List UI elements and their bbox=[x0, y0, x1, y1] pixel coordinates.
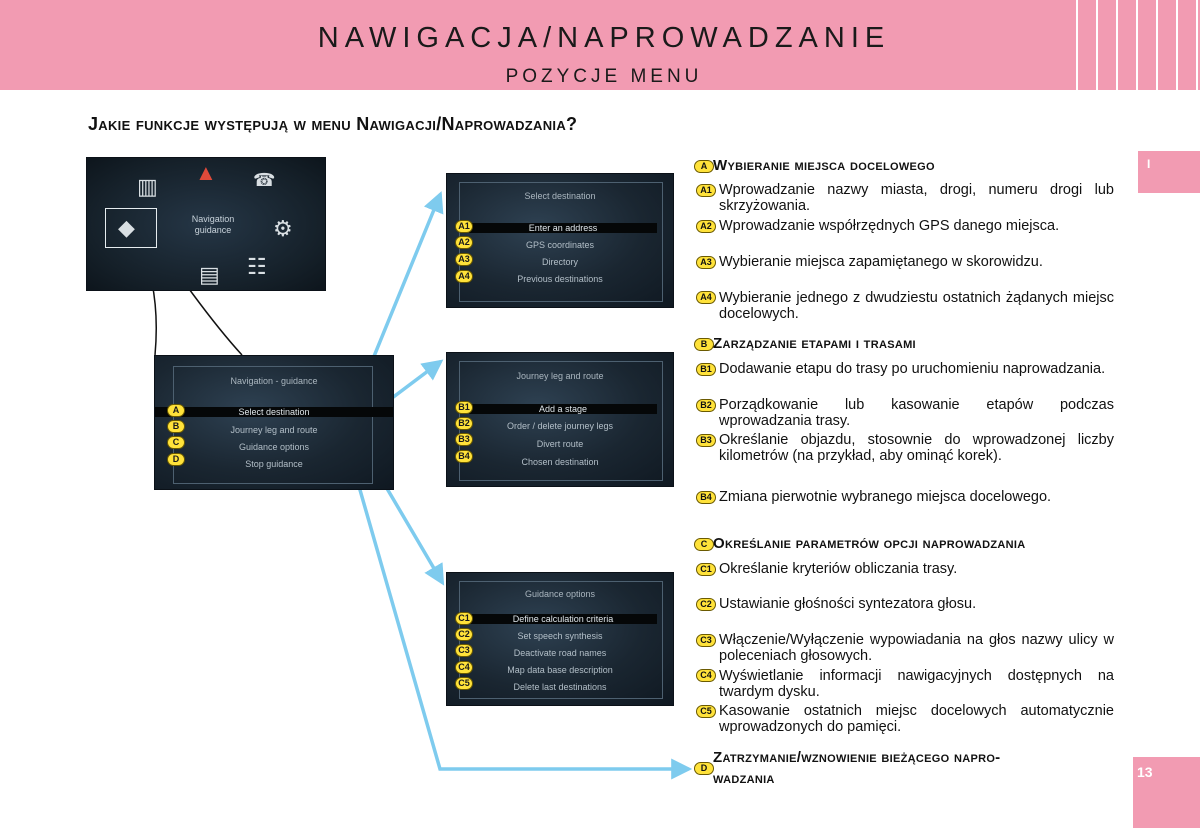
badge-c3: C3 bbox=[455, 644, 473, 657]
menu-row-chosen-destination[interactable]: Chosen destination bbox=[521, 457, 599, 467]
item-c1-text: Określanie kryteriów obliczania trasy. bbox=[719, 561, 958, 577]
menu-row-select-destination[interactable]: Select destination bbox=[155, 407, 393, 417]
guidance-options-screen bbox=[446, 572, 674, 706]
badge-a4: A4 bbox=[455, 270, 473, 283]
item-c4-badge: C4 bbox=[696, 669, 716, 682]
section-b-badge: B bbox=[694, 338, 714, 351]
item-c3-badge: C3 bbox=[696, 634, 716, 647]
menu-row-journey-leg[interactable]: Journey leg and route bbox=[230, 425, 318, 435]
nav-guidance-screen bbox=[154, 355, 394, 490]
item-a4-text: Wybieranie jednego z dwudziestu ostatnich żądanych miejsc docelowych. bbox=[719, 290, 1114, 322]
section-b-heading: Zarządzanie etapami i trasami bbox=[713, 335, 916, 352]
main-menu-screen bbox=[86, 157, 326, 291]
menu-row-gps-coordinates[interactable]: GPS coordinates bbox=[525, 240, 595, 250]
page-subtitle: POZYCJE MENU bbox=[505, 66, 703, 87]
item-b1-text: Dodawanie etapu do trasy po uruchomieniu naprowadzania. bbox=[719, 361, 1106, 377]
badge-a1: A1 bbox=[455, 220, 473, 233]
section-c-badge: C bbox=[694, 538, 714, 551]
item-c4-text: Wyświetlanie informacji nawigacyjnych dostępnych na twardym dysku. bbox=[719, 668, 1114, 700]
menu-row-guidance-options[interactable]: Guidance options bbox=[238, 442, 310, 452]
item-b2-text: Porządkowanie lub kasowanie etapów podczas wprowadzania trasy. bbox=[719, 397, 1114, 429]
badge-a2: A2 bbox=[455, 236, 473, 249]
item-b3-badge: B3 bbox=[696, 434, 716, 447]
menu-row-map-database[interactable]: Map data base description bbox=[507, 665, 613, 675]
section-d-heading-line2: wadzania bbox=[713, 770, 775, 787]
menu-row-speech-synthesis[interactable]: Set speech synthesis bbox=[517, 631, 603, 641]
badge-a: A bbox=[167, 404, 185, 417]
section-question: Jakie funkcje występują w menu Nawigacji/Naprowadzania? bbox=[88, 114, 578, 134]
item-b4-badge: B4 bbox=[696, 491, 716, 504]
menu-row-road-names[interactable]: Deactivate road names bbox=[513, 648, 607, 658]
item-b2-badge: B2 bbox=[696, 399, 716, 412]
menu-row-add-stage[interactable]: Add a stage bbox=[469, 404, 657, 414]
badge-a3: A3 bbox=[455, 253, 473, 266]
badge-b1: B1 bbox=[455, 401, 473, 414]
navigation-label-line2: guidance bbox=[194, 225, 232, 235]
badge-d: D bbox=[167, 453, 185, 466]
item-c1-badge: C1 bbox=[696, 563, 716, 576]
section-a-heading: Wybieranie miejsca docelowego bbox=[713, 157, 935, 174]
item-c5-text: Kasowanie ostatnich miejsc docelowych automatycznie wprowadzonych do pamięci. bbox=[719, 703, 1114, 735]
phone-icon: ☎ bbox=[253, 170, 276, 190]
printer-icon: ▤ bbox=[199, 262, 220, 287]
side-tab: I bbox=[1138, 151, 1200, 193]
badge-c2: C2 bbox=[455, 628, 473, 641]
menu-row-enter-address[interactable]: Enter an address bbox=[469, 223, 657, 233]
item-c2-text: Ustawianie głośności syntezatora głosu. bbox=[719, 596, 977, 612]
menu-row-delete-destinations[interactable]: Delete last destinations bbox=[513, 682, 607, 692]
item-c5-badge: C5 bbox=[696, 705, 716, 718]
navigation-label-line1: Navigation bbox=[191, 214, 235, 224]
sliders-icon: ☷ bbox=[247, 254, 267, 279]
guidance-options-title: Guidance options bbox=[524, 589, 596, 599]
item-c2-badge: C2 bbox=[696, 598, 716, 611]
item-b3-text: Określanie objazdu, stosownie do wprowadzonej liczby kilometrów (na przykład, aby ominąć korek). bbox=[719, 432, 1114, 464]
badge-b2: B2 bbox=[455, 417, 473, 430]
radio-icon: ▥ bbox=[137, 174, 158, 199]
badge-c1: C1 bbox=[455, 612, 473, 625]
page-header bbox=[0, 0, 1200, 90]
item-b4-text: Zmiana pierwotnie wybranego miejsca docelowego. bbox=[719, 489, 1052, 505]
navigation-label bbox=[183, 214, 243, 236]
section-a-badge: A bbox=[694, 160, 714, 173]
badge-b4: B4 bbox=[455, 450, 473, 463]
item-c3-text: Włączenie/Wyłączenie wypowiadania na głos nazwy ulicy w poleceniach głosowych. bbox=[719, 632, 1114, 664]
page-title: NAWIGACJA/NAPROWADZANIE bbox=[317, 22, 891, 54]
select-destination-screen bbox=[446, 173, 674, 308]
settings-icon: ⚙ bbox=[273, 216, 293, 241]
badge-c4: C4 bbox=[455, 661, 473, 674]
item-a3-text: Wybieranie miejsca zapamiętanego w skorowidzu. bbox=[719, 254, 1043, 270]
badge-b3: B3 bbox=[455, 433, 473, 446]
warning-triangle-icon: ▲ bbox=[195, 160, 217, 185]
journey-leg-title: Journey leg and route bbox=[516, 371, 604, 381]
item-a3-badge: A3 bbox=[696, 256, 716, 269]
badge-b: B bbox=[167, 420, 185, 433]
navigation-icon[interactable]: ◆ bbox=[118, 215, 135, 240]
menu-row-directory[interactable]: Directory bbox=[541, 257, 578, 267]
page-number: 13 bbox=[1133, 757, 1200, 828]
badge-c5: C5 bbox=[455, 677, 473, 690]
item-b1-badge: B1 bbox=[696, 363, 716, 376]
menu-row-calculation-criteria[interactable]: Define calculation criteria bbox=[469, 614, 657, 624]
navigation-selected-frame bbox=[105, 208, 157, 248]
menu-row-stop-guidance[interactable]: Stop guidance bbox=[245, 459, 303, 469]
badge-c: C bbox=[167, 436, 185, 449]
section-d-heading-line1: Zatrzymanie/wznowienie bieżącego napro- bbox=[713, 749, 1001, 766]
section-d-badge: D bbox=[694, 762, 714, 775]
item-a1-badge: A1 bbox=[696, 184, 716, 197]
nav-guidance-title: Navigation - guidance bbox=[230, 376, 318, 386]
item-a2-badge: A2 bbox=[696, 220, 716, 233]
select-destination-title: Select destination bbox=[524, 191, 596, 201]
menu-row-previous-destinations[interactable]: Previous destinations bbox=[517, 274, 603, 284]
journey-leg-screen bbox=[446, 352, 674, 487]
item-a4-badge: A4 bbox=[696, 291, 716, 304]
menu-row-divert-route[interactable]: Divert route bbox=[536, 439, 584, 449]
section-c-heading: Określanie parametrów opcji naprowadzania bbox=[713, 535, 1026, 552]
item-a2-text: Wprowadzanie współrzędnych GPS danego miejsca. bbox=[719, 218, 1060, 234]
item-a1-text: Wprowadzanie nazwy miasta, drogi, numeru drogi lub skrzyżowania. bbox=[719, 182, 1114, 214]
menu-row-order-delete[interactable]: Order / delete journey legs bbox=[506, 421, 614, 431]
